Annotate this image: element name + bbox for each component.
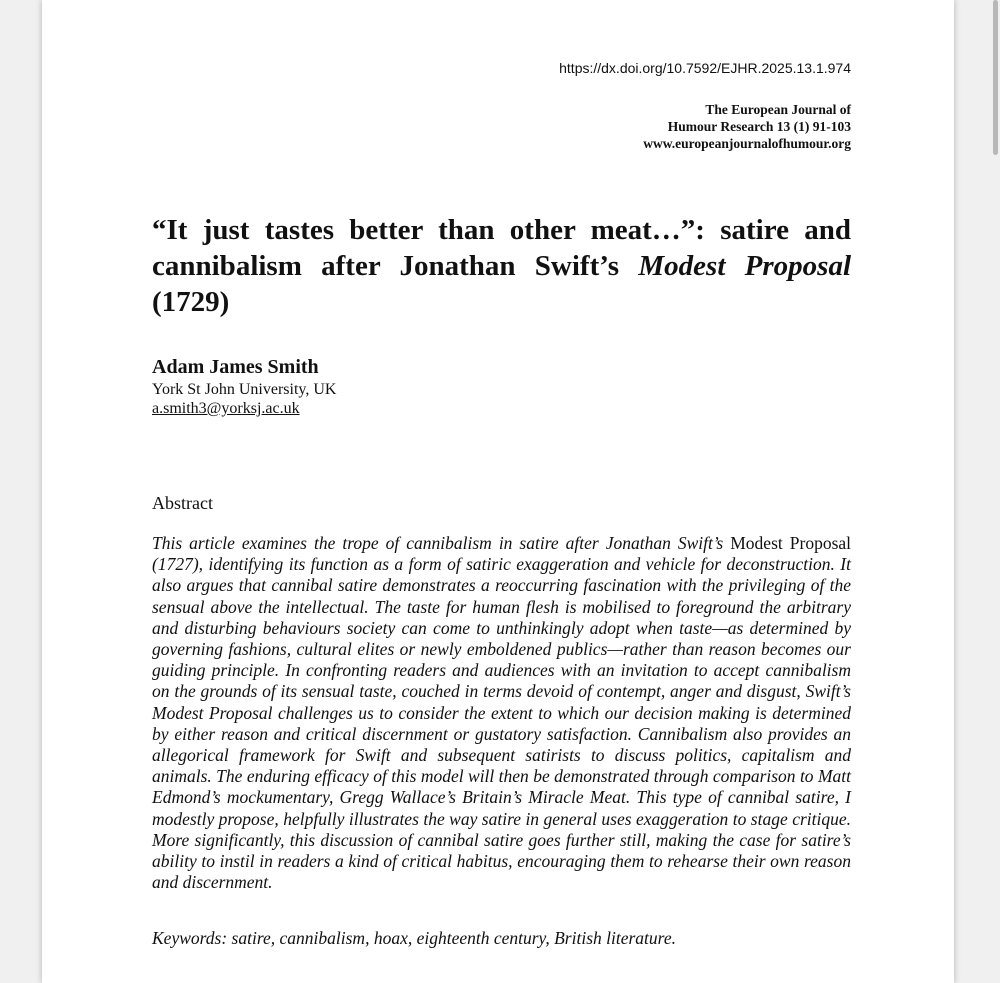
- article-title: [152, 212, 851, 320]
- author-affiliation: York St John University, UK: [152, 381, 337, 398]
- title-work-italic: Modest Proposal: [638, 250, 851, 282]
- doi-link[interactable]: https://dx.doi.org/10.7592/EJHR.2025.13.1.974: [559, 60, 851, 76]
- document-page: [42, 0, 954, 983]
- journal-info: [643, 101, 851, 152]
- keywords: Keywords: satire, cannibalism, hoax, eighteenth century, British literature.: [152, 928, 676, 948]
- author-name: Adam James Smith: [152, 356, 319, 378]
- abstract-intro: This article examines the trope of cannibalism in satire after Jonathan Swift’s: [152, 533, 731, 553]
- abstract-body: (1727), identifying its function as a form of satiric exaggeration and vehicle for deconstruction. It also argues that cannibal satire demonstrates a reoccurring fascination with the privileging of the sensual above the intellectual. The taste for human flesh is mobilised to foreground the arbitrary and disturbing behaviours society can come to unthinkingly adopt when taste—as determined by governing fashions, cultural elites or newly emboldened publics—rather than reason becomes our guiding principle. In confronting readers and audiences with an invitation to accept cannibalism on the grounds of its sensual taste, couched in terms devoid of contempt, anger and disgust, Swift’s Modest Proposal challenges us to consider the extent to which our decision making is determined by either reason and critical discernment or gustatory satisfaction. Cannibalism also provides an allegorical framework for Swift and subsequent satirists to discuss politics, capitalism and animals. The enduring efficacy of this model will then be demonstrated through comparison to Matt Edmond’s mockumentary, Gregg Wallace’s Britain’s Miracle Meat. This type of cannibal satire, I modestly propose, helpfully illustrates the way satire in general uses exaggeration to stage critique. More significantly, this discussion of cannibal satire goes further still, making the case for satire’s ability to instil in readers a kind of critical habitus, encouraging them to rehearse their own reason and discernment.: [152, 554, 851, 893]
- journal-name-line2: Humour Research 13 (1) 91-103: [667, 119, 851, 134]
- journal-website[interactable]: www.europeanjournalofhumour.org: [643, 136, 851, 151]
- abstract-work-title: Modest Proposal: [730, 533, 852, 553]
- author-email[interactable]: a.smith3@yorksj.ac.uk: [152, 400, 300, 417]
- journal-name-line1: The European Journal of: [705, 102, 851, 117]
- abstract-heading: Abstract: [152, 493, 213, 513]
- title-year: (1729): [152, 286, 230, 318]
- abstract-text: [152, 533, 851, 893]
- scrollbar[interactable]: [990, 0, 1000, 983]
- title-text: “It just tastes better than other meat…”: satire and cannibalism after Jonathan Swift’s: [152, 214, 851, 282]
- scrollbar-thumb[interactable]: [993, 0, 998, 155]
